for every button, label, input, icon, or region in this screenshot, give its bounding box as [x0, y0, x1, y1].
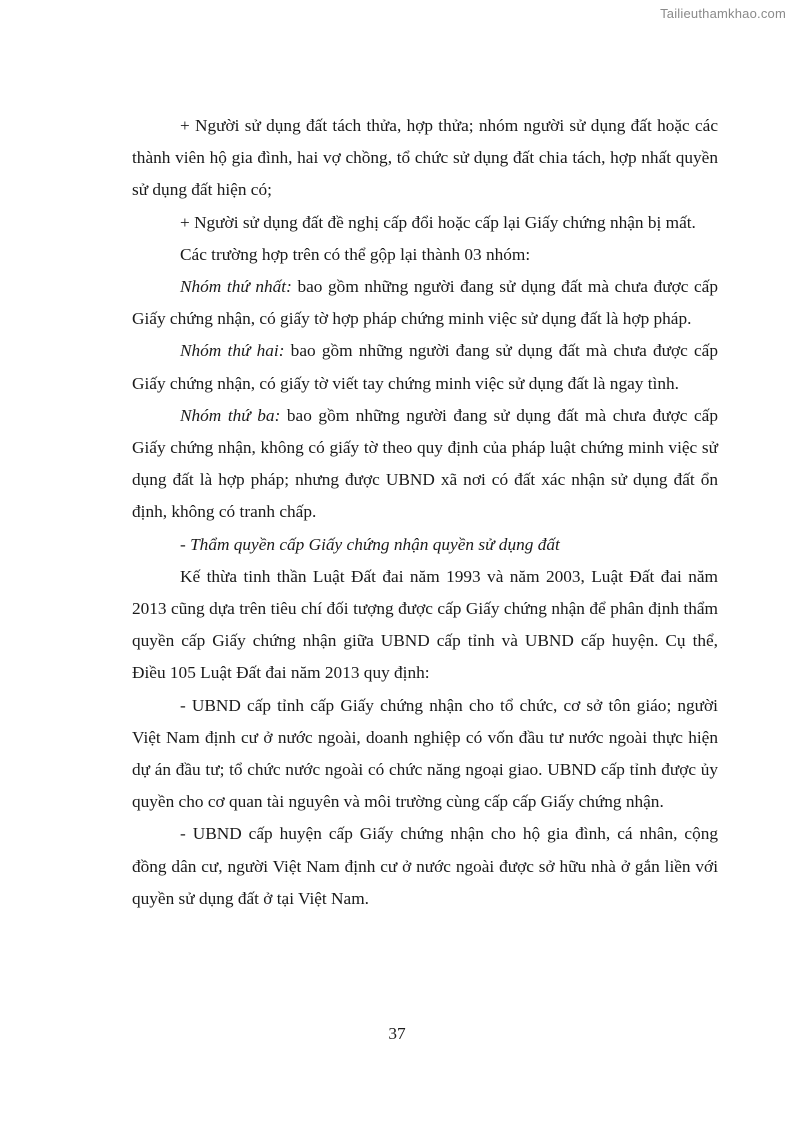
paragraph-6: [132, 400, 718, 529]
paragraph-9: [132, 690, 718, 819]
paragraph-text: + Người sử dụng đất tách thửa, hợp thửa; nhóm người sử dụng đất hoặc các thành viên hộ gia đình, hai vợ chồng, tổ chức sử dụng đất chia tách, hợp nhất quyền sử dụng đất hiện có;: [132, 116, 718, 200]
document-body: [132, 110, 718, 915]
paragraph-text: Các trường hợp trên có thể gộp lại thành 03 nhóm:: [180, 244, 531, 264]
paragraph-text: bao gồm những người đang sử dụng đất mà chưa được cấp Giấy chứng nhận, không có giấy tờ theo quy định của pháp luật chứng minh việc sử dụng đất là hợp pháp; nhưng được UBND xã nơi có đất xác nhận sử dụng đất ổn định, không có tranh chấp.: [132, 405, 718, 522]
paragraph-lead: Nhóm thứ hai:: [180, 341, 285, 361]
paragraph-lead: - Thẩm quyền cấp Giấy chứng nhận quyền sử dụng đất: [180, 534, 560, 554]
paragraph-text: bao gồm những người đang sử dụng đất mà chưa được cấp Giấy chứng nhận, có giấy tờ viết tay chứng minh việc sử dụng đất là ngay tình.: [132, 341, 718, 393]
page-number: 37: [388, 1024, 406, 1043]
paragraph-text: + Người sử dụng đất đề nghị cấp đổi hoặc cấp lại Giấy chứng nhận bị mất.: [180, 212, 696, 232]
section-subheading: [132, 529, 718, 561]
paragraph-text: bao gồm những người đang sử dụng đất mà chưa được cấp Giấy chứng nhận, có giấy tờ hợp pháp chứng minh việc sử dụng đất là hợp pháp.: [132, 277, 718, 329]
paragraph-4: [132, 271, 718, 335]
paragraph-3: [132, 239, 718, 271]
paragraph-10: [132, 818, 718, 915]
paragraph-lead: Nhóm thứ nhất:: [180, 277, 292, 297]
paragraph-lead: Nhóm thứ ba:: [180, 405, 281, 425]
paragraph-text: Kế thừa tinh thần Luật Đất đai năm 1993 và năm 2003, Luật Đất đai năm 2013 cũng dựa trên tiêu chí đối tượng được cấp Giấy chứng nhận để phân định thẩm quyền cấp Giấy chứng nhận giữa UBND cấp tỉnh và UBND cấp huyện. Cụ thể, Điều 105 Luật Đất đai năm 2013 quy định:: [132, 566, 718, 683]
watermark-text: Tailieuthamkhao.com: [660, 6, 786, 21]
paragraph-1: [132, 110, 718, 207]
paragraph-2: [132, 207, 718, 239]
paragraph-text: - UBND cấp tỉnh cấp Giấy chứng nhận cho tổ chức, cơ sở tôn giáo; người Việt Nam định cư ở nước ngoài, doanh nghiệp có vốn đầu tư nước ngoài thực hiện dự án đầu tư; tổ chức nước ngoài có chức năng ngoại giao. UBND cấp tỉnh được ủy quyền cho cơ quan tài nguyên và môi trường cùng cấp cấp Giấy chứng nhận.: [132, 695, 718, 812]
paragraph-text: - UBND cấp huyện cấp Giấy chứng nhận cho hộ gia đình, cá nhân, cộng đồng dân cư, người Việt Nam định cư ở nước ngoài được sở hữu nhà ở gắn liền với quyền sử dụng đất ở tại Việt Nam.: [132, 824, 718, 908]
paragraph-8: [132, 561, 718, 690]
paragraph-5: [132, 335, 718, 399]
